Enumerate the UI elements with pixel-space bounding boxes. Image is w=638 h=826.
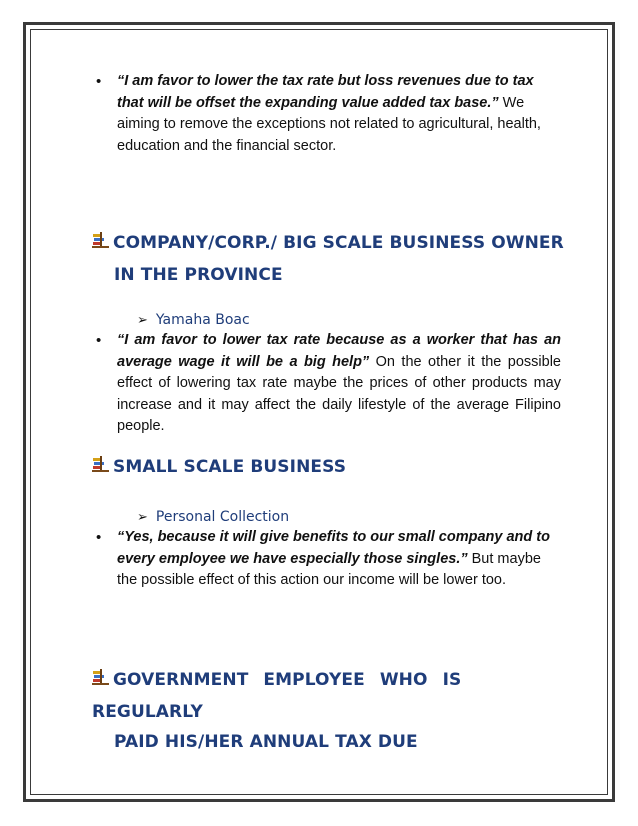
bullet-dot-icon: •	[96, 73, 102, 90]
bullet-dot-icon: •	[96, 332, 102, 349]
section-heading-company	[92, 228, 572, 290]
arrow-bullet-icon: ➢	[137, 313, 148, 328]
quote-text: “I am favor to lower tax rate because as a worker that has an average wage it will be a big help”	[117, 332, 561, 370]
sub-item-personal-collection	[137, 507, 289, 528]
sub-item-yamaha	[137, 310, 250, 331]
body-text: But maybe the possible effect of this action our income will be lower too.	[117, 550, 541, 588]
body-text: We aiming to remove the exceptions not related to agricultural, health, education and the financial sector.	[117, 94, 541, 154]
bullet-paragraph-2	[117, 330, 561, 438]
stacked-books-icon	[92, 667, 110, 697]
heading-text: SMALL SCALE BUSINESS	[113, 457, 347, 477]
body-text: On the other it the possible effect of lowering tax rate maybe the prices of other products may increase and it may affect the daily lifestyle of the average Filipino people.	[117, 353, 561, 434]
sub-item-label: Personal Collection	[155, 509, 290, 525]
quote-text: “Yes, because it will give benefits to our small company and to every employee we have especially those singles.”	[117, 529, 550, 567]
bullet-dot-icon: •	[96, 529, 102, 546]
heading-line-2: IN THE PROVINCE	[114, 265, 283, 285]
stacked-books-icon	[92, 454, 110, 484]
heading-line-1: GOVERNMENT EMPLOYEE WHO IS REGULARLY	[92, 670, 462, 722]
heading-line-2: PAID HIS/HER ANNUAL TAX DUE	[114, 732, 418, 752]
arrow-bullet-icon: ➢	[137, 510, 148, 525]
section-heading-government	[92, 665, 572, 757]
heading-line-1: COMPANY/CORP./ BIG SCALE BUSINESS OWNER	[113, 233, 564, 253]
bullet-paragraph-3	[117, 527, 561, 592]
sub-item-label: Yamaha Boac	[155, 312, 250, 328]
bullet-paragraph-1	[117, 71, 561, 157]
section-heading-small-business	[92, 452, 572, 484]
quote-text: “I am favor to lower the tax rate but loss revenues due to tax that will be offset the expanding value added tax base.”	[117, 73, 534, 111]
stacked-books-icon	[92, 230, 110, 260]
